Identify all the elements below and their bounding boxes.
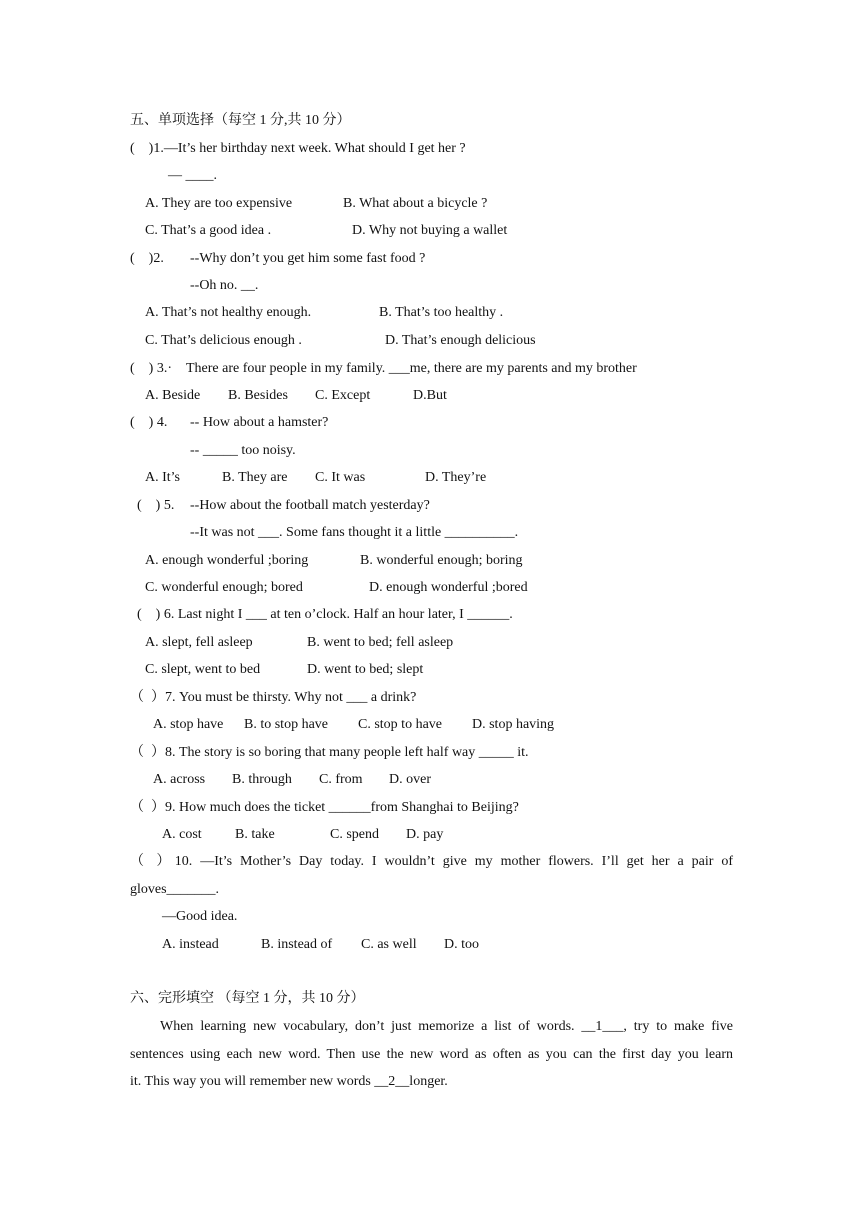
question-4-option-c: C. It was xyxy=(315,470,366,485)
question-9-stem: （ ）9. How much does the ticket ______from Shanghai to Beijing? xyxy=(130,800,519,815)
question-1-reply: — ____. xyxy=(168,168,217,183)
question-10-reply: —Good idea. xyxy=(162,909,238,924)
question-2-reply: --Oh no. __. xyxy=(190,278,259,293)
question-6-option-b: B. went to bed; fell asleep xyxy=(307,635,454,650)
question-10-stem-line-2: gloves_______. xyxy=(130,882,220,897)
question-2-option-a: A. That’s not healthy enough. xyxy=(145,305,312,320)
question-10-option-b: B. instead of xyxy=(261,937,333,952)
cloze-line-1: When learning new vocabulary, don’t just memorize a list of words. __1___, try to make five xyxy=(160,1019,733,1034)
question-4-number: ( ) 4. xyxy=(130,415,168,430)
question-7-option-d: D. stop having xyxy=(472,717,555,732)
question-5-option-c: C. wonderful enough; bored xyxy=(145,580,303,595)
section-six-heading: 六、完形填空 （每空 1 分，共 10 分） xyxy=(130,991,365,1006)
question-5-reply: --It was not ___. Some fans thought it a little __________. xyxy=(190,525,519,540)
question-8-option-d: D. over xyxy=(389,772,431,787)
question-4-option-b: B. They are xyxy=(222,470,288,485)
question-7-option-a: A. stop have xyxy=(153,717,224,732)
question-6-option-a: A. slept, fell asleep xyxy=(145,635,253,650)
question-9-option-c: C. spend xyxy=(330,827,379,842)
question-4-stem: -- How about a hamster? xyxy=(190,415,329,430)
cloze-line-2: sentences using each new word. Then use the new word as often as you can the first day you learn xyxy=(130,1047,733,1062)
question-9-option-a: A. cost xyxy=(162,827,202,842)
question-3-stem: There are four people in my family. ___me, there are my parents and my brother xyxy=(186,361,637,376)
question-2-option-c: C. That’s delicious enough . xyxy=(145,333,302,348)
question-4-reply: -- _____ too noisy. xyxy=(190,443,296,458)
question-5-option-d: D. enough wonderful ;bored xyxy=(369,580,528,595)
question-5-option-a: A. enough wonderful ;boring xyxy=(145,553,309,568)
question-4-option-a: A. It’s xyxy=(145,470,180,485)
question-7-option-b: B. to stop have xyxy=(244,717,328,732)
question-1-option-d: D. Why not buying a wallet xyxy=(352,223,508,238)
question-3-option-c: C. Except xyxy=(315,388,371,403)
question-8-option-c: C. from xyxy=(319,772,363,787)
question-6-option-d: D. went to bed; slept xyxy=(307,662,424,677)
question-1-option-a: A. They are too expensive xyxy=(145,196,293,211)
question-5-number: ( ) 5. xyxy=(137,498,175,513)
question-9-option-b: B. take xyxy=(235,827,275,842)
question-2-stem: --Why don’t you get him some fast food ? xyxy=(190,251,426,266)
question-3-option-d: D.But xyxy=(413,388,447,403)
question-7-stem: （ ）7. You must be thirsty. Why not ___ a drink? xyxy=(130,690,417,705)
question-10-option-d: D. too xyxy=(444,937,479,952)
question-5-stem: --How about the football match yesterday? xyxy=(190,498,430,513)
question-4-option-d: D. They’re xyxy=(425,470,487,485)
question-3-number: ( ) 3.· xyxy=(130,361,172,376)
question-6-option-c: C. slept, went to bed xyxy=(145,662,261,677)
question-2-option-d: D. That’s enough delicious xyxy=(385,333,536,348)
question-9-option-d: D. pay xyxy=(406,827,444,842)
cloze-line-3: it. This way you will remember new words __2__longer. xyxy=(130,1074,448,1089)
question-7-option-c: C. stop to have xyxy=(358,717,442,732)
question-3-option-a: A. Beside xyxy=(145,388,201,403)
question-1-option-c: C. That’s a good idea . xyxy=(145,223,272,238)
question-2-option-b: B. That’s too healthy . xyxy=(379,305,504,320)
question-5-option-b: B. wonderful enough; boring xyxy=(360,553,523,568)
question-3-option-b: B. Besides xyxy=(228,388,288,403)
question-6-stem: ( ) 6. Last night I ___ at ten o’clock. Half an hour later, I ______. xyxy=(137,607,513,622)
question-8-option-b: B. through xyxy=(232,772,292,787)
question-10-option-c: C. as well xyxy=(361,937,417,952)
question-10-option-a: A. instead xyxy=(162,937,219,952)
question-1-stem: ( )1.—It’s her birthday next week. What should I get her ? xyxy=(130,141,466,156)
question-8-option-a: A. across xyxy=(153,772,206,787)
question-2-number: ( )2. xyxy=(130,251,164,266)
question-10-stem-line-1: （ ）10. —It’s Mother’s Day today. I wouldn’t give my mother flowers. I’ll get her a pair of xyxy=(130,854,733,869)
question-8-stem: （ ）8. The story is so boring that many people left half way _____ it. xyxy=(130,745,529,760)
section-five-heading: 五、单项选择（每空 1 分,共 10 分） xyxy=(130,113,351,128)
question-1-option-b: B. What about a bicycle ? xyxy=(343,196,488,211)
